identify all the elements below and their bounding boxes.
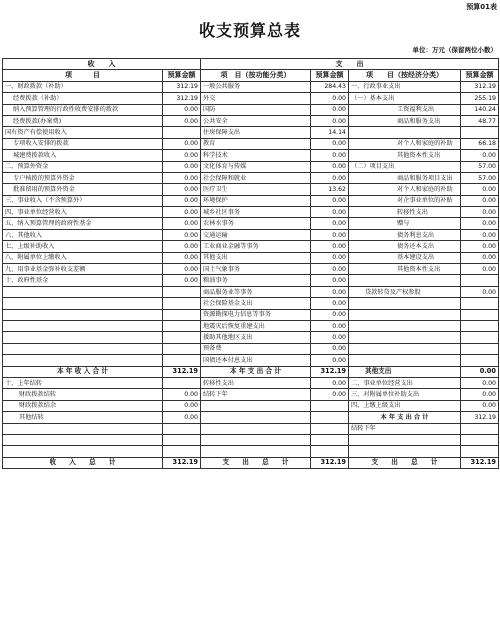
table-row bbox=[3, 207, 499, 218]
income-item: 十、政府性基金 bbox=[3, 275, 163, 286]
table-row bbox=[3, 81, 499, 92]
func-amount: 0.00 bbox=[311, 104, 349, 115]
func-item: 农林水事务 bbox=[201, 218, 311, 229]
func-item: 文化体育与传媒 bbox=[201, 161, 311, 172]
empty-cell bbox=[311, 446, 349, 457]
func-item: 援助其他地区支出 bbox=[201, 332, 311, 343]
func-amount: 0.00 bbox=[311, 218, 349, 229]
func-item: 社会保险基金支出 bbox=[201, 298, 311, 309]
econ-amount: 0.00 bbox=[461, 150, 499, 161]
table-row bbox=[3, 184, 499, 195]
income-item: 六、其他收入 bbox=[3, 229, 163, 240]
econ-item: 债务还本支出 bbox=[349, 241, 461, 252]
income-item bbox=[3, 298, 163, 309]
func-amount: 0.00 bbox=[311, 138, 349, 149]
econ-item: （一）基本支出 bbox=[349, 93, 461, 104]
econ-amount: 57.00 bbox=[461, 161, 499, 172]
func-amount: 0.00 bbox=[311, 229, 349, 240]
table-row bbox=[3, 218, 499, 229]
col-item: 项 目 bbox=[3, 70, 163, 81]
empty-cell bbox=[201, 423, 311, 434]
func-item: 社会保障和就业 bbox=[201, 172, 311, 183]
col-budget: 预算金额 bbox=[163, 70, 201, 81]
income-item: 经费拨款（补助） bbox=[3, 93, 163, 104]
econ-amount: 57.00 bbox=[461, 172, 499, 183]
econ-amount bbox=[461, 332, 499, 343]
econ-item: （二）项目支出 bbox=[349, 161, 461, 172]
income-item: 财政拨款结转 bbox=[3, 389, 163, 400]
func-amount: 284.43 bbox=[311, 81, 349, 92]
carry-next-label: 结转下年 bbox=[349, 423, 461, 434]
income-item: 七、上级补助收入 bbox=[3, 241, 163, 252]
income-item: 一、财政拨款（补助） bbox=[3, 81, 163, 92]
grand-expense-value: 312.19 bbox=[311, 457, 349, 468]
func-amount: 0.00 bbox=[311, 195, 349, 206]
grand-expense-label: 支 出 总 计 bbox=[201, 457, 311, 468]
econ-amount: 0.00 bbox=[461, 389, 499, 400]
econ-amount: 0.00 bbox=[461, 241, 499, 252]
income-item: 专项收入安排的拨款 bbox=[3, 138, 163, 149]
income-item: 批准留用的预算外资金 bbox=[3, 184, 163, 195]
right-year-total-value: 312.19 bbox=[461, 412, 499, 423]
other-carry-label: 其他结转 bbox=[3, 412, 163, 423]
page-title: 收支预算总表 bbox=[198, 21, 301, 40]
econ-item bbox=[349, 343, 461, 354]
empty-cell bbox=[201, 446, 311, 457]
econ-amount: 0.00 bbox=[461, 252, 499, 263]
empty-cell bbox=[201, 434, 311, 445]
func-amount: 0.00 bbox=[311, 332, 349, 343]
func-item: 教育 bbox=[201, 138, 311, 149]
spacer-row bbox=[3, 446, 499, 457]
table-row bbox=[3, 343, 499, 354]
func-amount: 0.00 bbox=[311, 343, 349, 354]
income-amount: 0.00 bbox=[163, 184, 201, 195]
income-header: 收 入 bbox=[3, 59, 201, 70]
econ-item: 贷款转贷及产权参股 bbox=[349, 286, 461, 297]
income-amount: 0.00 bbox=[163, 150, 201, 161]
year-expense-total-value: 312.19 bbox=[311, 366, 349, 377]
econ-amount: 0.00 bbox=[461, 184, 499, 195]
econ-amount: 0.00 bbox=[461, 286, 499, 297]
income-amount: 0.00 bbox=[163, 218, 201, 229]
year-income-total-label: 本 年 收 入 合 计 bbox=[3, 366, 163, 377]
col-econ-item: 项 目（按经济分类） bbox=[349, 70, 461, 81]
econ-amount bbox=[461, 355, 499, 366]
func-item: 科学技术 bbox=[201, 150, 311, 161]
income-item bbox=[3, 355, 163, 366]
func-amount: 0.00 bbox=[311, 320, 349, 331]
table-row bbox=[3, 320, 499, 331]
econ-item: 四、上缴上级支出 bbox=[349, 400, 461, 411]
income-item: 四、事业单位经营收入 bbox=[3, 207, 163, 218]
econ-amount bbox=[461, 343, 499, 354]
budget-table bbox=[2, 58, 499, 469]
econ-amount: 0.00 bbox=[461, 195, 499, 206]
table-row bbox=[3, 241, 499, 252]
func-item: 城乡社区事务 bbox=[201, 207, 311, 218]
func-item-empty bbox=[201, 412, 311, 423]
table-row bbox=[3, 252, 499, 263]
income-amount bbox=[163, 286, 201, 297]
func-item: 其他支出 bbox=[201, 252, 311, 263]
econ-item: 一、行政事业支出 bbox=[349, 81, 461, 92]
econ-amount bbox=[461, 309, 499, 320]
spacer-row bbox=[3, 434, 499, 445]
func-amount: 0.00 bbox=[311, 252, 349, 263]
income-amount: 0.00 bbox=[163, 275, 201, 286]
grand-expense-label-2: 支 出 总 计 bbox=[349, 457, 461, 468]
econ-item: 商品和服务支出 bbox=[349, 115, 461, 126]
table-row bbox=[3, 195, 499, 206]
col-budget: 预算金额 bbox=[461, 70, 499, 81]
unit-note: 单位：万元（保留两位小数） bbox=[412, 46, 497, 54]
econ-amount bbox=[461, 127, 499, 138]
func-item: 国防 bbox=[201, 104, 311, 115]
func-amount: 13.62 bbox=[311, 184, 349, 195]
other-expense-value: 0.00 bbox=[461, 366, 499, 377]
empty-cell bbox=[163, 423, 201, 434]
income-amount: 0.00 bbox=[163, 264, 201, 275]
func-item: 公共安全 bbox=[201, 115, 311, 126]
func-item: 医疗卫生 bbox=[201, 184, 311, 195]
income-amount: 0.00 bbox=[163, 104, 201, 115]
income-amount bbox=[163, 127, 201, 138]
func-item bbox=[201, 400, 311, 411]
income-amount: 0.00 bbox=[163, 400, 201, 411]
func-amount: 0.00 bbox=[311, 115, 349, 126]
table-row bbox=[3, 355, 499, 366]
func-item: 国土气象事务 bbox=[201, 264, 311, 275]
func-amount: 0.00 bbox=[311, 389, 349, 400]
econ-item bbox=[349, 127, 461, 138]
empty-cell bbox=[349, 434, 461, 445]
econ-amount: 0.00 bbox=[461, 218, 499, 229]
income-item: 纳入预算管理的行政性收费安排的拨款 bbox=[3, 104, 163, 115]
func-amount: 0.00 bbox=[311, 275, 349, 286]
table-row bbox=[3, 400, 499, 411]
empty-cell bbox=[461, 434, 499, 445]
table-row bbox=[3, 93, 499, 104]
income-item: 财政拨款结余 bbox=[3, 400, 163, 411]
income-item bbox=[3, 309, 163, 320]
table-row bbox=[3, 150, 499, 161]
income-amount: 0.00 bbox=[163, 138, 201, 149]
table-row bbox=[3, 286, 499, 297]
func-amount: 0.00 bbox=[311, 241, 349, 252]
func-amount: 0.00 bbox=[311, 264, 349, 275]
income-amount bbox=[163, 320, 201, 331]
func-item: 环境保护 bbox=[201, 195, 311, 206]
table-row bbox=[3, 377, 499, 388]
econ-item: 商品和服务项目支出 bbox=[349, 172, 461, 183]
income-item bbox=[3, 343, 163, 354]
func-item: 一般公共服务 bbox=[201, 81, 311, 92]
table-row bbox=[3, 229, 499, 240]
income-item: 九、用事业基金弥补收支差额 bbox=[3, 264, 163, 275]
table-row bbox=[3, 298, 499, 309]
func-amount: 0.00 bbox=[311, 207, 349, 218]
empty-cell bbox=[461, 423, 499, 434]
econ-item: 其他资本性支出 bbox=[349, 264, 461, 275]
other-carry-value: 0.00 bbox=[163, 412, 201, 423]
income-amount bbox=[163, 377, 201, 388]
econ-amount bbox=[461, 320, 499, 331]
econ-amount: 0.00 bbox=[461, 229, 499, 240]
econ-item: 债务利息支出 bbox=[349, 229, 461, 240]
empty-cell bbox=[349, 446, 461, 457]
table-row bbox=[3, 389, 499, 400]
econ-amount: 140.24 bbox=[461, 104, 499, 115]
empty-cell bbox=[311, 423, 349, 434]
empty-cell bbox=[461, 446, 499, 457]
econ-amount: 312.19 bbox=[461, 81, 499, 92]
econ-item: 基本建设支出 bbox=[349, 252, 461, 263]
income-amount: 0.00 bbox=[163, 241, 201, 252]
func-amount: 0.00 bbox=[311, 377, 349, 388]
econ-item bbox=[349, 320, 461, 331]
econ-item: 二、事业单位经营支出 bbox=[349, 377, 461, 388]
econ-item bbox=[349, 298, 461, 309]
income-amount: 0.00 bbox=[163, 389, 201, 400]
econ-amount: 0.00 bbox=[461, 264, 499, 275]
col-func-item: 项 目（按功能分类） bbox=[201, 70, 311, 81]
form-number: 预算01表 bbox=[466, 3, 497, 11]
income-amount: 0.00 bbox=[163, 172, 201, 183]
income-item: 城建费拨款收入 bbox=[3, 150, 163, 161]
section-header-row bbox=[3, 59, 499, 70]
income-amount: 0.00 bbox=[163, 229, 201, 240]
econ-amount: 48.77 bbox=[461, 115, 499, 126]
income-amount: 0.00 bbox=[163, 252, 201, 263]
func-amount: 0.00 bbox=[311, 309, 349, 320]
income-item: 三、事业收入（不含预算外） bbox=[3, 195, 163, 206]
income-item bbox=[3, 320, 163, 331]
func-item: 预备费 bbox=[201, 343, 311, 354]
econ-item: 三、对附属单位补助支出 bbox=[349, 389, 461, 400]
empty-cell bbox=[163, 434, 201, 445]
econ-amount: 0.00 bbox=[461, 377, 499, 388]
func-item: 住房保障支出 bbox=[201, 127, 311, 138]
table-row bbox=[3, 115, 499, 126]
income-item bbox=[3, 286, 163, 297]
econ-amount: 0.00 bbox=[461, 400, 499, 411]
income-item bbox=[3, 332, 163, 343]
income-item: 八、附属单位上缴收入 bbox=[3, 252, 163, 263]
econ-item: 赠与 bbox=[349, 218, 461, 229]
income-item: 国有资产有偿使用收入 bbox=[3, 127, 163, 138]
econ-amount bbox=[461, 275, 499, 286]
grand-total-row bbox=[3, 457, 499, 468]
income-item: 专户核拨的预算外资金 bbox=[3, 172, 163, 183]
func-amount: 0.00 bbox=[311, 286, 349, 297]
empty-cell bbox=[163, 446, 201, 457]
income-item: 二、预算外资金 bbox=[3, 161, 163, 172]
income-amount: 312.19 bbox=[163, 93, 201, 104]
func-amount: 0.00 bbox=[311, 93, 349, 104]
empty-cell bbox=[3, 434, 163, 445]
econ-item: 对个人和家庭的补助 bbox=[349, 138, 461, 149]
func-amount: 0.00 bbox=[311, 355, 349, 366]
func-item: 工业商业金融等事务 bbox=[201, 241, 311, 252]
income-amount bbox=[163, 332, 201, 343]
table-row bbox=[3, 412, 499, 423]
income-amount bbox=[163, 298, 201, 309]
expense-header: 支 出 bbox=[201, 59, 499, 70]
income-amount bbox=[163, 355, 201, 366]
func-item: 转移性支出 bbox=[201, 377, 311, 388]
income-amount bbox=[163, 309, 201, 320]
econ-item: 工资福利支出 bbox=[349, 104, 461, 115]
econ-amount: 66.18 bbox=[461, 138, 499, 149]
table-row bbox=[3, 127, 499, 138]
func-item: 地震灾后恢复重建支出 bbox=[201, 320, 311, 331]
table-row bbox=[3, 275, 499, 286]
econ-item bbox=[349, 309, 461, 320]
grand-expense-value-2: 312.19 bbox=[461, 457, 499, 468]
econ-item bbox=[349, 355, 461, 366]
income-item: 十、上年结转 bbox=[3, 377, 163, 388]
func-item: 结转下年 bbox=[201, 389, 311, 400]
econ-item: 对企事业单位的补贴 bbox=[349, 195, 461, 206]
year-total-row bbox=[3, 366, 499, 377]
econ-item: 对个人和家庭的补助 bbox=[349, 184, 461, 195]
income-amount bbox=[163, 343, 201, 354]
income-item: 五、纳入预算管理的政府性基金 bbox=[3, 218, 163, 229]
func-item: 粮油事务 bbox=[201, 275, 311, 286]
column-header-row bbox=[3, 70, 499, 81]
table-row bbox=[3, 138, 499, 149]
table-row bbox=[3, 309, 499, 320]
func-amount: 0.00 bbox=[311, 298, 349, 309]
func-amount: 14.14 bbox=[311, 127, 349, 138]
func-item: 交通运输 bbox=[201, 229, 311, 240]
func-amount: 0.00 bbox=[311, 150, 349, 161]
other-expense-label: 其他支出 bbox=[349, 366, 461, 377]
func-item: 商品服务业等事务 bbox=[201, 286, 311, 297]
econ-amount: 255.19 bbox=[461, 93, 499, 104]
income-amount: 0.00 bbox=[163, 161, 201, 172]
income-amount: 0.00 bbox=[163, 115, 201, 126]
econ-item: 其他资本性支出 bbox=[349, 150, 461, 161]
table-row bbox=[3, 161, 499, 172]
econ-item bbox=[349, 332, 461, 343]
empty-cell bbox=[3, 446, 163, 457]
func-amount: 0.00 bbox=[311, 172, 349, 183]
econ-item: 转移性支出 bbox=[349, 207, 461, 218]
func-item: 国债还本付息支出 bbox=[201, 355, 311, 366]
econ-amount: 0.00 bbox=[461, 207, 499, 218]
table-row bbox=[3, 264, 499, 275]
table-row bbox=[3, 332, 499, 343]
table-row bbox=[3, 423, 499, 434]
empty-cell bbox=[3, 423, 163, 434]
empty-cell bbox=[311, 434, 349, 445]
income-item: 经费拨款(办案费) bbox=[3, 115, 163, 126]
func-item: 外交 bbox=[201, 93, 311, 104]
func-amount-empty bbox=[311, 412, 349, 423]
income-amount: 0.00 bbox=[163, 207, 201, 218]
econ-amount bbox=[461, 298, 499, 309]
income-amount: 312.19 bbox=[163, 81, 201, 92]
table-row bbox=[3, 104, 499, 115]
grand-income-label: 收 入 总 计 bbox=[3, 457, 163, 468]
year-expense-total-label: 本 年 支 出 合 计 bbox=[201, 366, 311, 377]
econ-item bbox=[349, 275, 461, 286]
col-budget: 预算金额 bbox=[311, 70, 349, 81]
income-amount: 0.00 bbox=[163, 195, 201, 206]
right-year-total-label: 本 年 支 出 合 计 bbox=[349, 412, 461, 423]
func-item: 资源勘探电力信息等事务 bbox=[201, 309, 311, 320]
year-income-total-value: 312.19 bbox=[163, 366, 201, 377]
table-row bbox=[3, 172, 499, 183]
func-amount: 0.00 bbox=[311, 161, 349, 172]
func-amount bbox=[311, 400, 349, 411]
grand-income-value: 312.19 bbox=[163, 457, 201, 468]
